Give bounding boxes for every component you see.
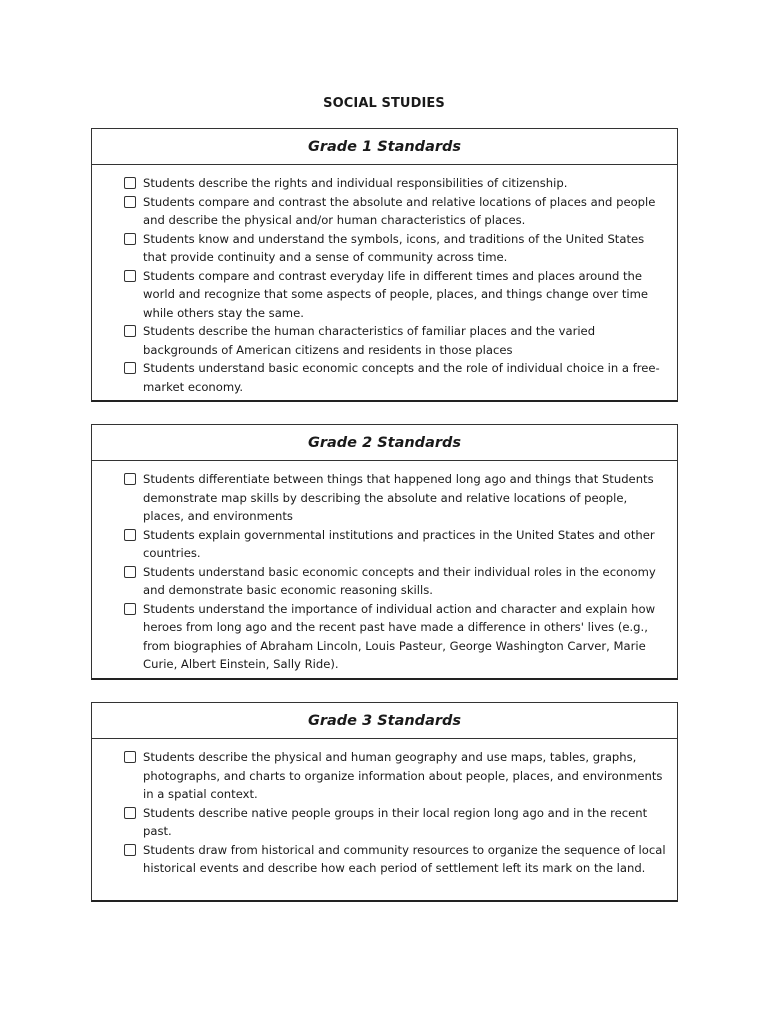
grade-2-checklist	[92, 461, 677, 674]
list-item	[124, 563, 677, 600]
grade-1-standards-card	[91, 128, 678, 402]
item-text: Students differentiate between things that happened long ago and things that Students demonstrate map skills by describing the absolute and relative locations of people, places, and environments	[143, 472, 654, 523]
checkbox[interactable]	[124, 844, 136, 856]
checkbox[interactable]	[124, 529, 136, 541]
page-title: SOCIAL STUDIES	[323, 96, 445, 111]
list-item	[124, 600, 677, 674]
checkbox[interactable]	[124, 177, 136, 189]
grade-1-checklist	[92, 165, 677, 396]
checkbox[interactable]	[124, 270, 136, 282]
checkbox[interactable]	[124, 751, 136, 763]
checkbox[interactable]	[124, 362, 136, 374]
item-text: Students understand the importance of individual action and character and explain how heroes from long ago and the recent past have made a difference in others' lives (e.g., from biographies of Abraham Lincoln, Louis Pasteur, George Washington Carver, Marie Curie, Albert Einstein, Sally Ride).	[143, 601, 656, 671]
item-text: Students understand basic economic concepts and the role of individual choice in a free-market economy.	[143, 361, 660, 394]
grade-3-checklist	[92, 739, 677, 878]
grade-1-heading: Grade 1 Standards	[92, 129, 677, 165]
list-item	[124, 470, 677, 526]
checkbox[interactable]	[124, 566, 136, 578]
list-item	[124, 174, 677, 193]
list-item	[124, 804, 677, 841]
item-text: Students draw from historical and community resources to organize the sequence of local historical events and describe how each period of settlement left its mark on the land.	[143, 842, 666, 875]
grade-3-standards-card	[91, 702, 678, 902]
grade-2-standards-card	[91, 424, 678, 680]
checkbox[interactable]	[124, 325, 136, 337]
list-item	[124, 267, 677, 323]
item-text: Students compare and contrast the absolute and relative locations of places and people and describe the physical and/or human characteristics of places.	[143, 194, 656, 227]
checkbox[interactable]	[124, 196, 136, 208]
item-text: Students know and understand the symbols, icons, and traditions of the United States that provide continuity and a sense of community across time.	[143, 231, 645, 264]
checkbox[interactable]	[124, 807, 136, 819]
list-item	[124, 359, 677, 396]
item-text: Students describe native people groups in their local region long ago and in the recent past.	[143, 805, 648, 838]
item-text: Students compare and contrast everyday life in different times and places around the world and recognize that some aspects of people, places, and things change over time while others stay the same.	[143, 268, 649, 320]
checkbox[interactable]	[124, 473, 136, 485]
item-text: Students understand basic economic concepts and their individual roles in the economy and demonstrate basic economic reasoning skills.	[143, 564, 656, 597]
item-text: Students describe the human characteristics of familiar places and the varied backgrounds of American citizens and residents in those places	[143, 324, 596, 357]
checkbox[interactable]	[124, 603, 136, 615]
list-item	[124, 748, 677, 804]
item-text: Students describe the rights and individual responsibilities of citizenship.	[143, 176, 568, 190]
grade-2-heading: Grade 2 Standards	[92, 425, 677, 461]
list-item	[124, 193, 677, 230]
list-item	[124, 841, 677, 878]
list-item	[124, 526, 677, 563]
item-text: Students explain governmental institutions and practices in the United States and other countries.	[143, 527, 655, 560]
list-item	[124, 322, 677, 359]
item-text: Students describe the physical and human geography and use maps, tables, graphs, photographs, and charts to organize information about people, places, and environments in a spatial context.	[143, 750, 663, 801]
checkbox[interactable]	[124, 233, 136, 245]
grade-3-heading: Grade 3 Standards	[92, 703, 677, 739]
list-item	[124, 230, 677, 267]
